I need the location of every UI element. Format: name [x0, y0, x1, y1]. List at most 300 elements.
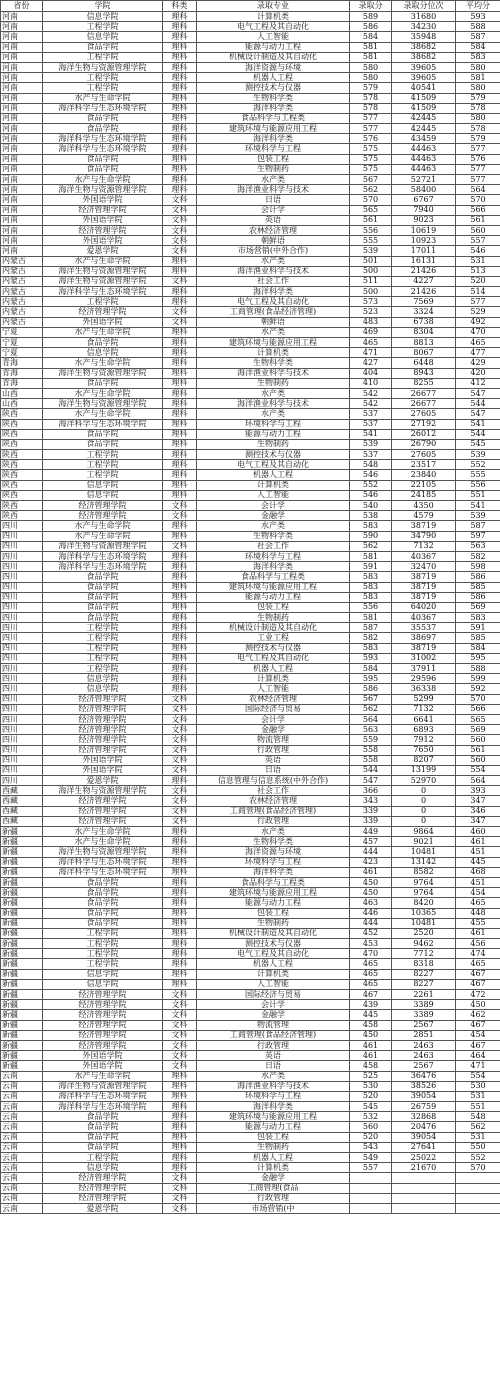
table-row — [1, 409, 500, 419]
cell-category: 文科 — [163, 511, 197, 521]
cell-average: 554 — [456, 765, 500, 775]
cell-college: 海洋科学与生态环境学院 — [43, 134, 163, 144]
cell-average: 393 — [456, 786, 500, 796]
cell-rank: 44463 — [392, 144, 456, 154]
cell-province: 四川 — [1, 714, 43, 724]
cell-province: 河南 — [1, 195, 43, 205]
cell-category: 理科 — [163, 1163, 197, 1173]
cell-province: 四川 — [1, 592, 43, 602]
cell-major: 生物制药 — [197, 1142, 350, 1152]
cell-major: 水产类 — [197, 521, 350, 531]
table-row — [1, 643, 500, 653]
cell-score: 366 — [350, 786, 392, 796]
cell-province: 宁夏 — [1, 338, 43, 348]
cell-major: 海洋渔业科学与技术 — [197, 266, 350, 276]
cell-province: 陕西 — [1, 460, 43, 470]
table-row — [1, 786, 500, 796]
cell-rank: 8227 — [392, 979, 456, 989]
cell-province: 宁夏 — [1, 348, 43, 358]
cell-college: 海洋科学与生态环境学院 — [43, 551, 163, 561]
cell-category: 理科 — [163, 266, 197, 276]
table-row — [1, 979, 500, 989]
cell-college: 水产与生命学院 — [43, 827, 163, 837]
table-row — [1, 1091, 500, 1101]
cell-category: 理科 — [163, 562, 197, 572]
cell-rank: 32470 — [392, 562, 456, 572]
cell-category: 文科 — [163, 990, 197, 1000]
cell-college: 海洋生物与资源管理学院 — [43, 399, 163, 409]
cell-score: 548 — [350, 460, 392, 470]
cell-category: 文科 — [163, 501, 197, 511]
cell-rank: 38526 — [392, 1081, 456, 1091]
cell-college: 工程学院 — [43, 623, 163, 633]
cell-average: 551 — [456, 490, 500, 500]
cell-score: 547 — [350, 776, 392, 786]
cell-score: 471 — [350, 348, 392, 358]
cell-average: 471 — [456, 1061, 500, 1071]
cell-average: 472 — [456, 990, 500, 1000]
cell-major: 生物科学类 — [197, 531, 350, 541]
cell-college: 工程学院 — [43, 928, 163, 938]
cell-rank: 38682 — [392, 52, 456, 62]
cell-category: 文科 — [163, 195, 197, 205]
cell-province: 云南 — [1, 1173, 43, 1183]
table-row — [1, 1132, 500, 1142]
cell-province: 四川 — [1, 562, 43, 572]
cell-score: 465 — [350, 969, 392, 979]
cell-score: 556 — [350, 225, 392, 235]
cell-average: 530 — [456, 1081, 500, 1091]
cell-college: 食品学院 — [43, 1132, 163, 1142]
cell-college: 经济管理学院 — [43, 1173, 163, 1183]
cell-category: 理科 — [163, 1132, 197, 1142]
cell-score: 453 — [350, 939, 392, 949]
table-row — [1, 215, 500, 225]
cell-average: 570 — [456, 1163, 500, 1173]
cell-province: 四川 — [1, 602, 43, 612]
cell-college: 食品学院 — [43, 613, 163, 623]
table-row — [1, 338, 500, 348]
cell-score: 444 — [350, 847, 392, 857]
cell-score: 583 — [350, 521, 392, 531]
table-row — [1, 73, 500, 83]
cell-province: 四川 — [1, 643, 43, 653]
cell-category: 理科 — [163, 623, 197, 633]
cell-category: 文科 — [163, 765, 197, 775]
cell-category: 文科 — [163, 276, 197, 286]
cell-category: 文科 — [163, 236, 197, 246]
cell-major: 市场营销(中外合作) — [197, 246, 350, 256]
table-row — [1, 12, 500, 22]
cell-average: 580 — [456, 83, 500, 93]
cell-major: 行政管理 — [197, 816, 350, 826]
cell-college: 海洋生物与资源管理学院 — [43, 266, 163, 276]
cell-province: 西藏 — [1, 816, 43, 826]
cell-province: 云南 — [1, 1203, 43, 1213]
cell-college: 工程学院 — [43, 52, 163, 62]
cell-rank: 27605 — [392, 409, 456, 419]
table-row — [1, 755, 500, 765]
cell-rank: 10619 — [392, 225, 456, 235]
cell-average: 599 — [456, 674, 500, 684]
cell-college: 爱恩学院 — [43, 246, 163, 256]
cell-major: 能源与动力工程 — [197, 898, 350, 908]
cell-category: 文科 — [163, 307, 197, 317]
cell-rank: 27605 — [392, 450, 456, 460]
cell-college: 水产与生命学院 — [43, 409, 163, 419]
cell-major: 英语 — [197, 755, 350, 765]
cell-score: 578 — [350, 93, 392, 103]
cell-major: 建筑环境与能源应用工程 — [197, 888, 350, 898]
cell-score: 567 — [350, 175, 392, 185]
table-row — [1, 266, 500, 276]
cell-score: 450 — [350, 877, 392, 887]
cell-major: 测控技术与仪器 — [197, 939, 350, 949]
cell-average: 465 — [456, 898, 500, 908]
cell-major: 水产类 — [197, 409, 350, 419]
cell-college: 水产与生命学院 — [43, 388, 163, 398]
cell-major: 信息管理与信息系统(中外合作) — [197, 776, 350, 786]
table-row — [1, 511, 500, 521]
table-row — [1, 307, 500, 317]
cell-average: 563 — [456, 541, 500, 551]
cell-province: 四川 — [1, 776, 43, 786]
table-row — [1, 633, 500, 643]
cell-category: 理科 — [163, 1112, 197, 1122]
cell-major: 社会工作 — [197, 786, 350, 796]
cell-average: 464 — [456, 1051, 500, 1061]
cell-college: 水产与生命学院 — [43, 327, 163, 337]
cell-rank: 27192 — [392, 419, 456, 429]
cell-average: 454 — [456, 1030, 500, 1040]
table-row — [1, 317, 500, 327]
table-row — [1, 827, 500, 837]
cell-college: 海洋生物与资源管理学院 — [43, 185, 163, 195]
cell-province: 四川 — [1, 551, 43, 561]
cell-major: 海洋资源与环境 — [197, 62, 350, 72]
cell-major: 电气工程及其自动化 — [197, 460, 350, 470]
cell-major: 社会工作 — [197, 276, 350, 286]
cell-college: 食品学院 — [43, 1122, 163, 1132]
cell-average: 560 — [456, 735, 500, 745]
cell-major: 环境科学与工程 — [197, 144, 350, 154]
cell-province: 云南 — [1, 1071, 43, 1081]
cell-score: 560 — [350, 1122, 392, 1132]
cell-major: 农林经济管理 — [197, 694, 350, 704]
cell-score: 586 — [350, 684, 392, 694]
cell-score: 589 — [350, 12, 392, 22]
cell-major: 金融学 — [197, 1010, 350, 1020]
cell-category: 理科 — [163, 154, 197, 164]
cell-score: 465 — [350, 338, 392, 348]
cell-category: 理科 — [163, 83, 197, 93]
cell-category: 理科 — [163, 1102, 197, 1112]
table-row — [1, 62, 500, 72]
cell-rank — [392, 1203, 456, 1213]
table-row — [1, 531, 500, 541]
cell-rank: 39054 — [392, 1091, 456, 1101]
cell-category: 理科 — [163, 949, 197, 959]
cell-average: 462 — [456, 1010, 500, 1020]
cell-average: 585 — [456, 582, 500, 592]
cell-college: 经济管理学院 — [43, 205, 163, 215]
cell-college: 经济管理学院 — [43, 1030, 163, 1040]
cell-province: 河南 — [1, 103, 43, 113]
cell-average: 448 — [456, 908, 500, 918]
cell-rank: 4579 — [392, 511, 456, 521]
cell-category: 理科 — [163, 348, 197, 358]
table-row — [1, 1183, 500, 1193]
cell-college: 水产与生命学院 — [43, 175, 163, 185]
cell-province: 山西 — [1, 388, 43, 398]
table-row — [1, 796, 500, 806]
cell-province: 河南 — [1, 32, 43, 42]
cell-college: 工程学院 — [43, 73, 163, 83]
cell-average: 454 — [456, 888, 500, 898]
table-row — [1, 1142, 500, 1152]
cell-average: 429 — [456, 358, 500, 368]
cell-college: 工程学院 — [43, 664, 163, 674]
table-row — [1, 154, 500, 164]
cell-rank: 2851 — [392, 1030, 456, 1040]
cell-category: 理科 — [163, 327, 197, 337]
cell-average: 598 — [456, 562, 500, 572]
cell-average: 544 — [456, 399, 500, 409]
cell-province: 陕西 — [1, 490, 43, 500]
cell-category: 理科 — [163, 572, 197, 582]
cell-major: 食品科学与工程类 — [197, 877, 350, 887]
cell-province: 新疆 — [1, 908, 43, 918]
cell-college: 信息学院 — [43, 969, 163, 979]
table-row — [1, 113, 500, 123]
cell-college: 经济管理学院 — [43, 511, 163, 521]
cell-category: 理科 — [163, 113, 197, 123]
cell-province: 新疆 — [1, 1000, 43, 1010]
cell-category: 文科 — [163, 225, 197, 235]
cell-average: 513 — [456, 266, 500, 276]
cell-category: 文科 — [163, 1193, 197, 1203]
cell-average: 588 — [456, 664, 500, 674]
table-row — [1, 928, 500, 938]
cell-major: 物流管理 — [197, 735, 350, 745]
cell-score: 575 — [350, 154, 392, 164]
table-row — [1, 776, 500, 786]
cell-major: 国际经济与贸易 — [197, 990, 350, 1000]
cell-college: 工程学院 — [43, 643, 163, 653]
cell-score: 582 — [350, 633, 392, 643]
cell-rank: 0 — [392, 786, 456, 796]
table-row — [1, 450, 500, 460]
cell-major: 水产类 — [197, 256, 350, 266]
cell-rank: 42445 — [392, 113, 456, 123]
cell-score: 544 — [350, 765, 392, 775]
cell-score: 581 — [350, 613, 392, 623]
cell-college: 食品学院 — [43, 113, 163, 123]
table-row — [1, 429, 500, 439]
cell-category: 理科 — [163, 256, 197, 266]
table-row — [1, 582, 500, 592]
cell-score: 458 — [350, 1061, 392, 1071]
cell-province: 青海 — [1, 368, 43, 378]
cell-rank: 6641 — [392, 714, 456, 724]
table-row — [1, 857, 500, 867]
cell-province: 四川 — [1, 572, 43, 582]
cell-province: 四川 — [1, 633, 43, 643]
cell-rank: 24185 — [392, 490, 456, 500]
cell-rank: 35537 — [392, 623, 456, 633]
cell-average: 551 — [456, 1102, 500, 1112]
cell-major: 会计学 — [197, 1000, 350, 1010]
cell-college: 工程学院 — [43, 450, 163, 460]
table-row — [1, 52, 500, 62]
cell-score: 579 — [350, 83, 392, 93]
table-row — [1, 888, 500, 898]
cell-category: 理科 — [163, 460, 197, 470]
cell-category: 理科 — [163, 480, 197, 490]
cell-major: 机器人工程 — [197, 664, 350, 674]
cell-score: 564 — [350, 714, 392, 724]
table-row — [1, 205, 500, 215]
cell-rank: 0 — [392, 796, 456, 806]
cell-rank: 6448 — [392, 358, 456, 368]
header-college: 学院 — [43, 1, 163, 12]
cell-category: 理科 — [163, 551, 197, 561]
cell-category: 理科 — [163, 521, 197, 531]
cell-province: 四川 — [1, 613, 43, 623]
cell-college: 食品学院 — [43, 154, 163, 164]
cell-college: 水产与生命学院 — [43, 93, 163, 103]
cell-score: 500 — [350, 287, 392, 297]
cell-college: 食品学院 — [43, 1142, 163, 1152]
cell-score: 530 — [350, 1081, 392, 1091]
cell-score — [350, 1193, 392, 1203]
cell-rank: 41509 — [392, 103, 456, 113]
cell-rank: 8943 — [392, 368, 456, 378]
table-row — [1, 93, 500, 103]
cell-average: 564 — [456, 185, 500, 195]
table-row — [1, 877, 500, 887]
cell-category: 理科 — [163, 368, 197, 378]
cell-major: 海洋渔业科学与技术 — [197, 185, 350, 195]
cell-province: 四川 — [1, 582, 43, 592]
cell-province: 河南 — [1, 42, 43, 52]
table-row — [1, 653, 500, 663]
cell-category: 理科 — [163, 928, 197, 938]
cell-rank: 64020 — [392, 602, 456, 612]
cell-score: 404 — [350, 368, 392, 378]
cell-college: 爱恩学院 — [43, 776, 163, 786]
cell-average: 561 — [456, 215, 500, 225]
cell-college: 水产与生命学院 — [43, 837, 163, 847]
cell-category: 理科 — [163, 185, 197, 195]
cell-province: 河南 — [1, 236, 43, 246]
cell-major: 计算机类 — [197, 674, 350, 684]
cell-average: 560 — [456, 225, 500, 235]
table-row — [1, 1061, 500, 1071]
cell-average: 545 — [456, 439, 500, 449]
table-row — [1, 949, 500, 959]
cell-category: 文科 — [163, 205, 197, 215]
cell-category: 理科 — [163, 877, 197, 887]
cell-major: 机械设计制造及其自动化 — [197, 928, 350, 938]
cell-rank: 25022 — [392, 1153, 456, 1163]
cell-score: 540 — [350, 501, 392, 511]
table-row — [1, 348, 500, 358]
cell-college: 信息学院 — [43, 348, 163, 358]
cell-college: 食品学院 — [43, 378, 163, 388]
cell-college: 食品学院 — [43, 908, 163, 918]
cell-province: 新疆 — [1, 837, 43, 847]
cell-rank: 2520 — [392, 928, 456, 938]
cell-average: 531 — [456, 256, 500, 266]
cell-major: 生物科学类 — [197, 358, 350, 368]
cell-province: 河南 — [1, 205, 43, 215]
cell-score: 577 — [350, 113, 392, 123]
table-row — [1, 990, 500, 1000]
cell-score: 523 — [350, 307, 392, 317]
cell-category: 文科 — [163, 725, 197, 735]
cell-rank: 44463 — [392, 154, 456, 164]
cell-province: 云南 — [1, 1142, 43, 1152]
cell-province: 新疆 — [1, 939, 43, 949]
cell-average: 548 — [456, 1112, 500, 1122]
cell-major: 电气工程及其自动化 — [197, 949, 350, 959]
cell-average: 569 — [456, 602, 500, 612]
cell-score: 469 — [350, 327, 392, 337]
header-average: 平均分 — [456, 1, 500, 12]
cell-college: 食品学院 — [43, 592, 163, 602]
cell-major: 金融学 — [197, 725, 350, 735]
cell-college: 海洋科学与生态环境学院 — [43, 287, 163, 297]
cell-average: 451 — [456, 847, 500, 857]
cell-score: 575 — [350, 144, 392, 154]
cell-score: 450 — [350, 888, 392, 898]
cell-major: 物流管理 — [197, 1020, 350, 1030]
table-row — [1, 816, 500, 826]
cell-score: 558 — [350, 745, 392, 755]
cell-province: 新疆 — [1, 1040, 43, 1050]
cell-category: 理科 — [163, 684, 197, 694]
cell-category: 文科 — [163, 541, 197, 551]
table-row — [1, 939, 500, 949]
cell-score: 465 — [350, 959, 392, 969]
cell-major: 电气工程及其自动化 — [197, 653, 350, 663]
cell-category: 理科 — [163, 52, 197, 62]
table-row — [1, 1030, 500, 1040]
cell-college: 食品学院 — [43, 582, 163, 592]
cell-average — [456, 1193, 500, 1203]
cell-college: 海洋生物与资源管理学院 — [43, 847, 163, 857]
table-row — [1, 378, 500, 388]
cell-major: 食品科学与工程类 — [197, 572, 350, 582]
cell-rank: 2463 — [392, 1040, 456, 1050]
cell-category: 理科 — [163, 22, 197, 32]
cell-rank: 40367 — [392, 613, 456, 623]
cell-category: 理科 — [163, 164, 197, 174]
table-row — [1, 419, 500, 429]
cell-category: 文科 — [163, 745, 197, 755]
cell-rank: 0 — [392, 816, 456, 826]
cell-rank: 10923 — [392, 236, 456, 246]
cell-average: 514 — [456, 287, 500, 297]
cell-average: 585 — [456, 633, 500, 643]
cell-score: 542 — [350, 399, 392, 409]
cell-rank: 21426 — [392, 287, 456, 297]
cell-college: 经济管理学院 — [43, 1040, 163, 1050]
cell-category: 文科 — [163, 246, 197, 256]
cell-rank: 6767 — [392, 195, 456, 205]
cell-category: 理科 — [163, 633, 197, 643]
